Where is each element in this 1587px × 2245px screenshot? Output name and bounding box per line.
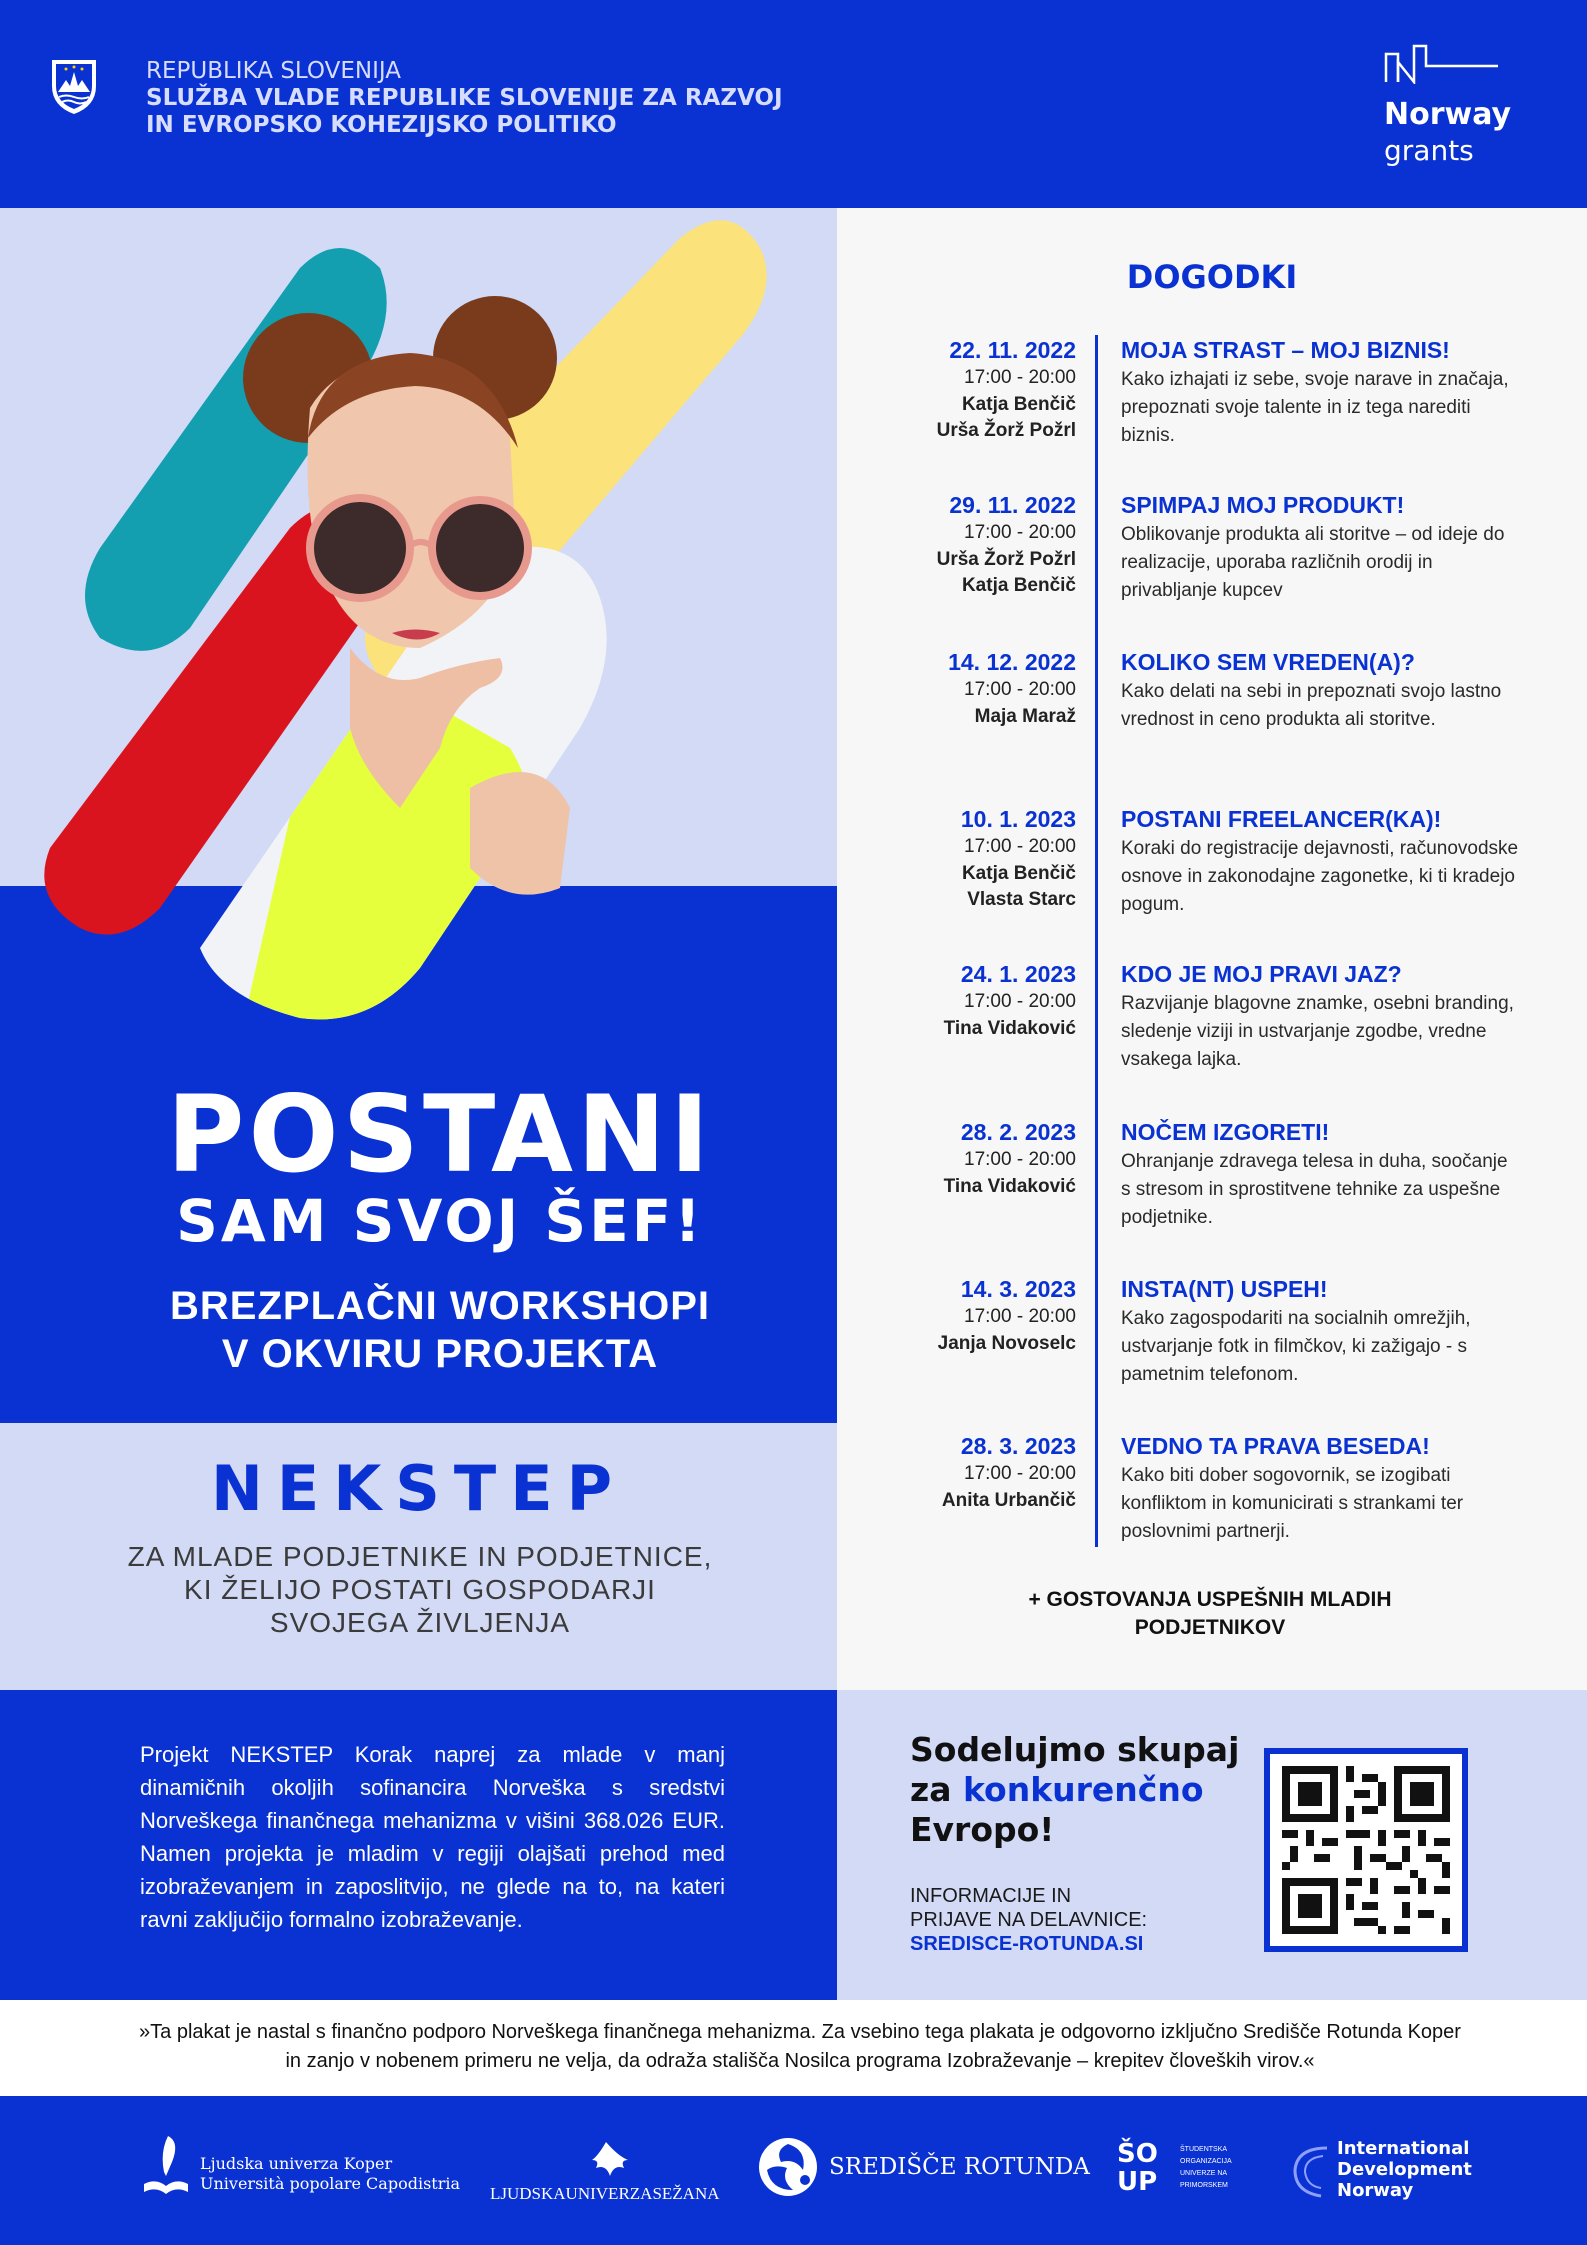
website-link[interactable]: SREDISCE-ROTUNDA.SI <box>910 1933 1144 1955</box>
disclaimer-text: »Ta plakat je nastal s finančno podporo Norveškega finančnega mehanizma. Za vsebino tega plakata je odgovorno izključno Središče Rotunda Koper in zanjo v nobenem primeru ne velja, da odraža stališča Nosilca programa Izobraževanje – krepitev človeških virov.« <box>139 2021 1461 2072</box>
quill-book-icon <box>140 2132 192 2204</box>
project-tagline <box>100 1540 740 1639</box>
event-time: 17:00 - 20:00 <box>964 1463 1076 1484</box>
soup-full-name: ŠTUDENTSKA ORGANIZACIJA UNIVERZE NA PRIMORSKEM <box>1180 2146 1232 2189</box>
event-description: Kako delati na sebi in prepoznati svojo lastno vrednost in ceno produkta ali storitve. <box>1121 681 1502 730</box>
event-time: 17:00 - 20:00 <box>964 679 1076 700</box>
qr-code[interactable] <box>1264 1748 1468 1952</box>
event-description: Oblikovanje produkta ali storitve – od ideje do realizacije, uporaba različnih orodij in privabljanje kupcev <box>1121 524 1505 601</box>
event-date: 28. 2. 2023 <box>960 1119 1076 1145</box>
hero-title-main: POSTANI <box>166 1073 714 1196</box>
event-title: NOČEM IZGORETI! <box>1121 1119 1330 1145</box>
gov-line-2: SLUŽBA VLADE REPUBLIKE SLOVENIJE ZA RAZVOJ <box>146 85 783 111</box>
norway-word: Norway <box>1384 97 1512 132</box>
project-tagline-line-2: KI ŽELIJO POSTATI GOSPODARJI <box>184 1574 656 1605</box>
qr-code-icon <box>1282 1766 1450 1934</box>
hero-subtitle-line-2: V OKVIRU PROJEKTA <box>221 1332 659 1376</box>
pine-tree-icon <box>488 2138 708 2182</box>
event-date: 14. 3. 2023 <box>960 1276 1076 1302</box>
event-speaker: Anita Urbančič <box>941 1490 1076 1511</box>
gov-line-3: IN EVROPSKO KOHEZIJSKO POLITIKO <box>146 112 617 138</box>
guest-note <box>960 1586 1460 1642</box>
event-date: 29. 11. 2022 <box>949 492 1076 518</box>
norway-grants-logo <box>1384 44 1512 167</box>
event-speaker: Tina Vidaković <box>943 1018 1076 1039</box>
project-name: NEKSTEP <box>210 1452 627 1525</box>
event-description: Kako izhajati iz sebe, svoje narave in značaja, prepoznati svoje talente in iz tega narediti biznis. <box>1121 369 1509 446</box>
event-description: Koraki do registracije dejavnosti, računovodske osnove in zakonodajne zagonetke, ki ti kradejo pogum. <box>1121 838 1519 915</box>
cooperation-slogan <box>910 1730 1239 1850</box>
info-line-1: INFORMACIJE IN <box>910 1885 1072 1907</box>
sunglasses-left-lens <box>310 498 410 598</box>
lu-koper-line-1: Ljudska univerza Koper <box>200 2154 393 2173</box>
government-office-name <box>146 58 783 139</box>
ljudska-univerza-koper-logo <box>140 2132 461 2209</box>
event-time: 17:00 - 20:00 <box>964 1149 1076 1170</box>
hero-subtitle-line-1: BREZPLAČNI WORKSHOPI <box>170 1284 710 1328</box>
slogan-line-3: Evropo! <box>910 1810 1055 1849</box>
lu-koper-line-2: Università popolare Capodistria <box>200 2174 461 2193</box>
event-title: POSTANI FREELANCER(KA)! <box>1121 806 1442 832</box>
event-speaker: Vlasta Starc <box>967 889 1076 910</box>
event-time: 17:00 - 20:00 <box>964 991 1076 1012</box>
event-description: Ohranjanje zdravega telesa in duha, soočanje s stresom in sprostitvene tehnike za uspešne podjetnike. <box>1121 1151 1508 1228</box>
guest-note-line-2: PODJETNIKOV <box>1134 1616 1286 1639</box>
hero-title-block <box>60 1073 820 1378</box>
events-heading: DOGODKI <box>1126 258 1298 296</box>
slogan-highlight: konkurenčno <box>962 1770 1204 1809</box>
event-speaker: Maja Maraž <box>974 706 1076 727</box>
lu-sezana-name: LJUDSKAUNIVERZASEŽANA <box>490 2184 720 2203</box>
sunglasses-right-lens <box>432 500 528 596</box>
globe-arc-icon <box>1287 2138 1333 2200</box>
info-line-2: PRIJAVE NA DELAVNICE: <box>910 1909 1148 1931</box>
international-development-norway-logo <box>1287 2138 1472 2205</box>
guest-note-line-1: + GOSTOVANJA USPEŠNIH MLADIH <box>1028 1588 1392 1611</box>
event-speaker: Katja Benčič <box>961 575 1076 596</box>
project-tagline-line-1: ZA MLADE PODJETNIKE IN PODJETNICE, <box>127 1541 713 1572</box>
event-speaker: Janja Novoselc <box>937 1333 1076 1354</box>
sredisce-rotunda-logo <box>757 2136 1090 2203</box>
project-description: Projekt NEKSTEP Korak naprej za mlade v manj dinamičnih okoljih sofinancira Norveška s sredstvi Norveškega finančnega mehanizma v višini 368.026 EUR. Namen projekta je mladim v regiji olajšati prehod med izobraževanjem in zaposlitvijo, ne glede na to, na kateri ravni zaključijo formalno izobraževanje. <box>140 1742 725 1932</box>
event-title: INSTA(NT) USPEH! <box>1121 1276 1328 1302</box>
event-time: 17:00 - 20:00 <box>964 1306 1076 1327</box>
event-speaker: Tina Vidaković <box>943 1176 1076 1197</box>
slovenia-coat-of-arms-icon <box>50 56 98 116</box>
event-speaker: Urša Žorž Požrl <box>936 549 1076 570</box>
ljudska-univerza-sezana-logo <box>488 2138 720 2203</box>
idn-line-2: Development <box>1337 2159 1472 2180</box>
gov-line-1: REPUBLIKA SLOVENIJA <box>146 58 401 84</box>
event-date: 24. 1. 2023 <box>960 961 1076 987</box>
norway-grants-mark-icon <box>1384 44 1500 84</box>
project-tagline-line-3: SVOJEGA ŽIVLJENJA <box>269 1607 571 1638</box>
idn-line-3: Norway <box>1337 2180 1414 2201</box>
event-description: Razvijanje blagovne znamke, osebni branding, sledenje viziji in ustvarjanje zgodbe, vredne vsakega lajka. <box>1121 993 1514 1070</box>
event-date: 10. 1. 2023 <box>960 806 1076 832</box>
event-speaker: Katja Benčič <box>961 394 1076 415</box>
slogan-line-2-start: za <box>910 1770 963 1809</box>
event-title: KOLIKO SEM VREDEN(A)? <box>1121 649 1415 675</box>
hero-illustration <box>40 208 800 1038</box>
slogan-line-2 <box>910 1770 1239 1810</box>
event-description: Kako biti dober sogovornik, se izogibati konfliktom in komunicirati s strankami ter poslovnimi partnerji. <box>1121 1465 1464 1542</box>
idn-line-1: International <box>1337 2138 1470 2159</box>
slogan-line-1: Sodelujmo skupaj <box>910 1730 1240 1769</box>
event-time: 17:00 - 20:00 <box>964 836 1076 857</box>
grants-word: grants <box>1384 134 1474 167</box>
rotunda-swirl-icon <box>757 2136 819 2198</box>
timeline-divider <box>1095 335 1098 1547</box>
event-date: 28. 3. 2023 <box>960 1433 1076 1459</box>
event-title: MOJA STRAST – MOJ BIZNIS! <box>1121 337 1450 363</box>
rotunda-name: SREDIŠČE ROTUNDA <box>829 2154 1090 2180</box>
soup-mark-line-2: UP <box>1117 2167 1158 2197</box>
event-description: Kako zagospodariti na socialnih omrežjih, ustvarjanje fotk in filmčkov, ki zažigajo - s pametnim telefonom. <box>1121 1308 1471 1385</box>
event-title: KDO JE MOJ PRAVI JAZ? <box>1121 961 1402 987</box>
event-time: 17:00 - 20:00 <box>964 522 1076 543</box>
soup-mark-line-1: ŠO <box>1117 2139 1158 2169</box>
event-title: VEDNO TA PRAVA BESEDA! <box>1121 1433 1430 1459</box>
registration-info <box>910 1884 1147 1956</box>
event-speaker: Urša Žorž Požrl <box>936 420 1076 441</box>
event-time: 17:00 - 20:00 <box>964 367 1076 388</box>
event-date: 14. 12. 2022 <box>948 649 1076 675</box>
event-title: SPIMPAJ MOJ PRODUKT! <box>1121 492 1405 518</box>
event-speaker: Katja Benčič <box>961 863 1076 884</box>
event-date: 22. 11. 2022 <box>949 337 1076 363</box>
hero-title-sub: SAM SVOJ ŠEF! <box>176 1187 704 1255</box>
